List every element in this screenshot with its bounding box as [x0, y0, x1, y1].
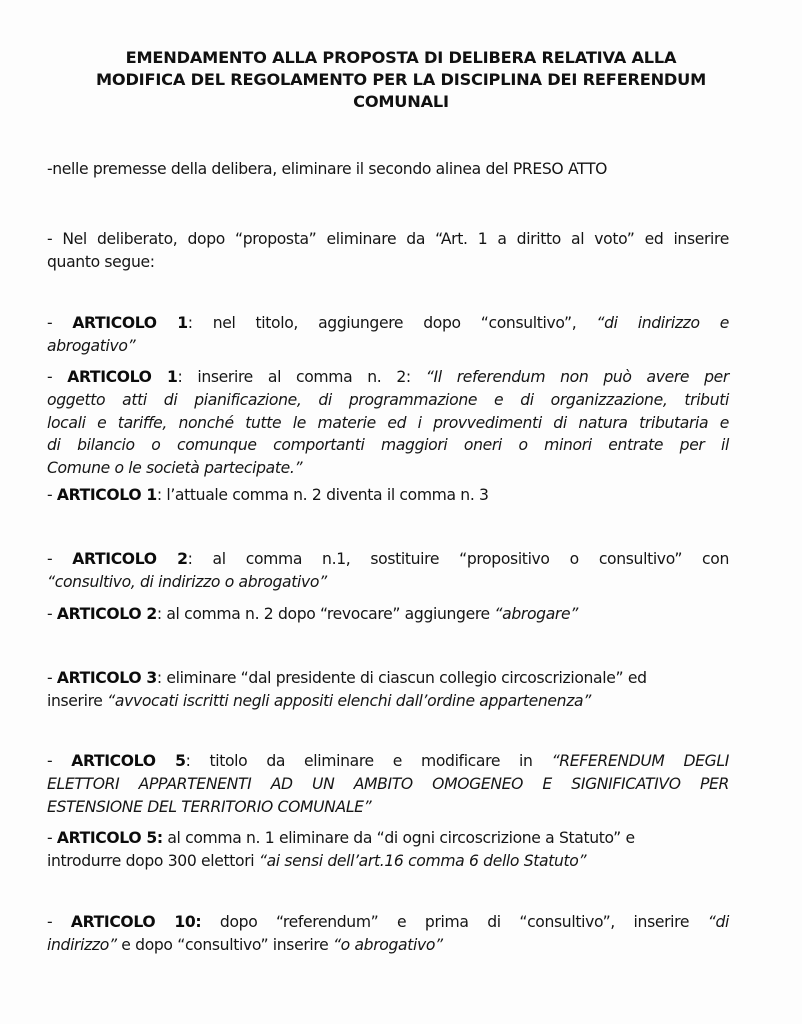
- amendment-articolo-2-comma-1: [47, 548, 729, 594]
- amendment-dash: -: [47, 314, 73, 332]
- amendment-text: inserire: [47, 691, 108, 710]
- article-label: ARTICOLO 1: [56, 486, 157, 504]
- amendment-articolo-1-titolo: [47, 312, 729, 358]
- amendment-articolo-2-comma-2: [47, 603, 729, 626]
- amendment-text: inserire al comma n. 2:: [182, 368, 426, 386]
- article-label: ARTICOLO 3: [56, 669, 157, 687]
- title-line: COMUNALI: [353, 92, 449, 111]
- amendment-text: al comma n. 2 dopo “revocare” aggiungere: [161, 605, 495, 623]
- amendment-text: introdurre dopo 300 elettori: [47, 851, 259, 870]
- label-separator: :: [187, 550, 193, 568]
- article-label: ARTICOLO 1: [72, 314, 188, 332]
- document-title: [40, 47, 762, 113]
- amendment-dash: -: [47, 368, 68, 386]
- amendment-dash: -: [47, 550, 73, 568]
- amendment-articolo-10: [47, 911, 729, 957]
- amendment-quote: “di: [707, 913, 729, 931]
- amendment-text: al comma n. 1 eliminare da “di ogni circoscrizione a Statuto” e: [162, 829, 635, 847]
- label-separator: :: [156, 486, 162, 504]
- amendment-dash: -: [47, 605, 57, 623]
- amendment-quote: “abrogare”: [494, 605, 578, 623]
- amendment-text: nel titolo, aggiungere dopo “consultivo”,: [192, 314, 597, 332]
- amendment-dash: -: [47, 913, 71, 931]
- amendment-dash: -: [47, 752, 72, 770]
- title-line: MODIFICA DEL REGOLAMENTO PER LA DISCIPLINA DEI REFERENDUM: [95, 70, 707, 89]
- intro-paragraph-deliberato: [47, 228, 729, 274]
- amendment-text: al comma n.1, sostituire “propositivo o consultivo” con: [192, 550, 730, 568]
- amendment-dash: -: [47, 829, 57, 847]
- title-line: EMENDAMENTO ALLA PROPOSTA DI DELIBERA RELATIVA ALLA: [125, 48, 677, 67]
- article-label: ARTICOLO 5:: [56, 829, 163, 847]
- amendment-quote: indirizzo”: [47, 935, 117, 954]
- amendment-text: dopo “referendum” e prima di “consultivo”, inserire: [201, 913, 708, 931]
- paragraph-line: quanto segue:: [47, 252, 155, 271]
- article-label: ARTICOLO 2: [56, 605, 157, 623]
- amendment-quote: oggetto atti di pianificazione, di programmazione e di organizzazione, tributi: [47, 390, 729, 409]
- amendment-quote: “consultivo, di indirizzo o abrogativo”: [47, 572, 327, 591]
- amendment-articolo-5-titolo: [47, 750, 729, 818]
- label-separator: :: [185, 752, 191, 770]
- amendment-quote: “avvocati iscritti negli appositi elenchi dall’ordine appartenenza”: [107, 691, 591, 710]
- paragraph-line: - Nel deliberato, dopo “proposta” eliminare da “Art. 1 a diritto al voto” ed inserire: [47, 230, 729, 248]
- amendment-dash: -: [47, 486, 57, 504]
- amendment-quote: “ai sensi dell’art.16 comma 6 dello Statuto”: [258, 851, 587, 870]
- amendment-quote: “o abrogativo”: [332, 935, 443, 954]
- paragraph-line: -nelle premesse della delibera, eliminare il secondo alinea del PRESO ATTO: [47, 160, 608, 178]
- label-separator: :: [156, 605, 162, 623]
- article-label: ARTICOLO 10:: [70, 913, 202, 931]
- amendment-quote: locali e tariffe, nonché tutte le materie ed i provvedimenti di natura tributaria e: [47, 413, 729, 432]
- amendment-quote: Comune o le società partecipate.”: [47, 459, 303, 478]
- article-label: ARTICOLO 5: [71, 752, 186, 770]
- amendment-quote: ELETTORI APPARTENENTI AD UN AMBITO OMOGENEO E SIGNIFICATIVO PER: [47, 774, 729, 793]
- amendment-quote: di bilancio o comunque comportanti maggiori oneri o minori entrate per il: [47, 436, 729, 455]
- label-separator: :: [187, 314, 193, 332]
- amendment-quote: abrogativo”: [47, 336, 136, 355]
- amendment-text: titolo da eliminare e modificare in: [190, 752, 552, 770]
- amendment-quote: “REFERENDUM DEGLI: [551, 752, 729, 770]
- label-separator: :: [177, 368, 183, 386]
- amendment-articolo-3: [47, 667, 729, 713]
- amendment-articolo-1-comma-3: [47, 484, 729, 507]
- amendment-text: e dopo “consultivo” inserire: [116, 935, 333, 954]
- amendment-quote: “di indirizzo e: [596, 314, 729, 332]
- amendment-text: eliminare “dal presidente di ciascun collegio circoscrizionale” ed: [161, 669, 647, 687]
- amendment-text: l’attuale comma n. 2 diventa il comma n. 3: [161, 486, 489, 504]
- article-label: ARTICOLO 1: [67, 368, 178, 386]
- amendment-quote: ESTENSIONE DEL TERRITORIO COMUNALE”: [47, 797, 372, 816]
- intro-paragraph-premesse: [47, 158, 729, 181]
- article-label: ARTICOLO 2: [72, 550, 188, 568]
- amendment-articolo-5-comma-1: [47, 827, 729, 873]
- amendment-quote: “Il referendum non può avere per: [425, 368, 729, 386]
- label-separator: :: [156, 669, 162, 687]
- amendment-articolo-1-comma-2: [47, 366, 729, 480]
- amendment-dash: -: [47, 669, 57, 687]
